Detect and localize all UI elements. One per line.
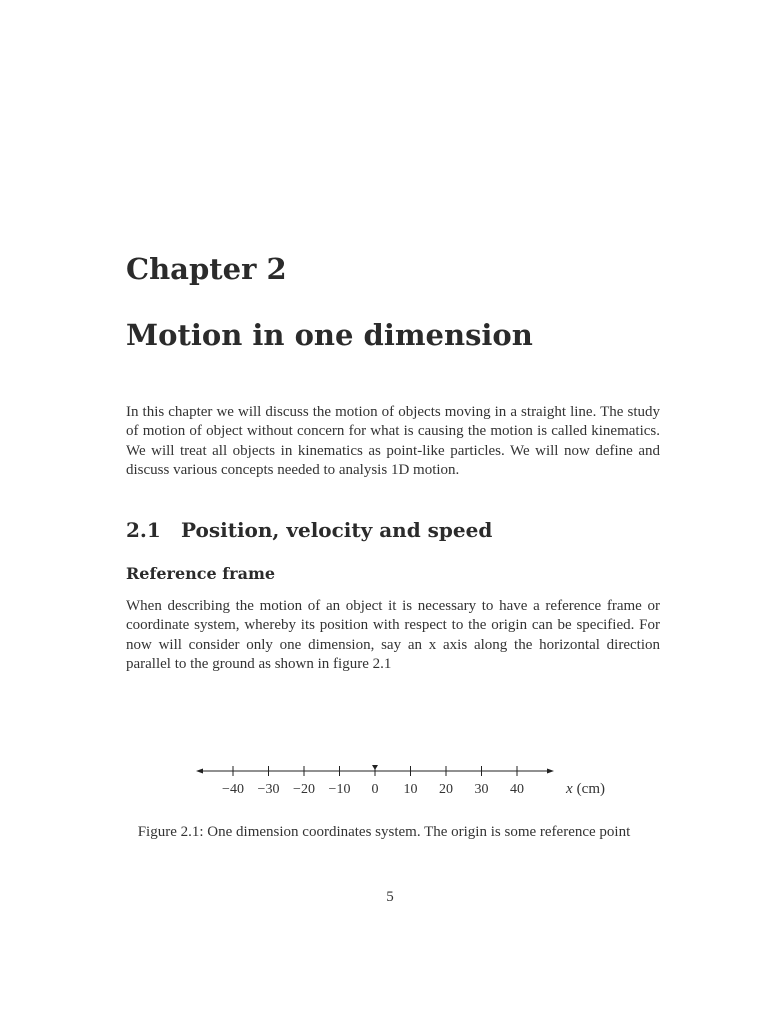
section-number: 2.1 <box>126 518 161 542</box>
axis-var: x <box>566 781 573 797</box>
figure-caption: Figure 2.1: One dimension coordinates system. The origin is some reference point <box>137 824 631 840</box>
tick-label: −30 <box>257 782 280 797</box>
chapter-label: Chapter 2 <box>126 252 287 286</box>
subsection-heading: Reference frame <box>126 564 276 583</box>
intro-paragraph: In this chapter we will discuss the motion of objects moving in a straight line. The study of motion of object without concern for what is causing the motion is called kinematics. We will treat all objects in kinematics as point-like particles. We will now define and discuss various concepts needed to analysis 1D motion. <box>126 404 660 478</box>
tick-label: −20 <box>293 782 315 797</box>
axis-unit: (cm) <box>576 781 605 797</box>
ticks-group <box>222 765 524 797</box>
tick-label: 10 <box>403 782 418 797</box>
section-heading <box>126 518 492 542</box>
left-arrowhead-icon <box>196 769 203 774</box>
tick-label: 40 <box>510 782 524 797</box>
tick-label: 30 <box>474 782 489 797</box>
right-arrowhead-icon <box>547 769 554 774</box>
page-number: 5 <box>386 889 394 905</box>
tick-label: 20 <box>439 782 453 797</box>
tick-label: 0 <box>371 782 379 797</box>
figure-number-line <box>190 755 630 805</box>
number-line-svg <box>190 755 630 805</box>
tick-label: −10 <box>328 782 351 797</box>
tick-label: −40 <box>222 782 244 797</box>
axis-label <box>565 781 605 797</box>
reference-frame-paragraph: When describing the motion of an object it is necessary to have a reference frame or coordinate system, whereby its position with respect to the origin can be specified. For now will consider only one dimension, say an x axis along the horizontal direction parallel to the ground as shown in figure 2.1 <box>126 598 660 672</box>
origin-marker-icon <box>372 765 378 770</box>
section-title: Position, velocity and speed <box>181 518 493 542</box>
chapter-title: Motion in one dimension <box>126 318 533 352</box>
